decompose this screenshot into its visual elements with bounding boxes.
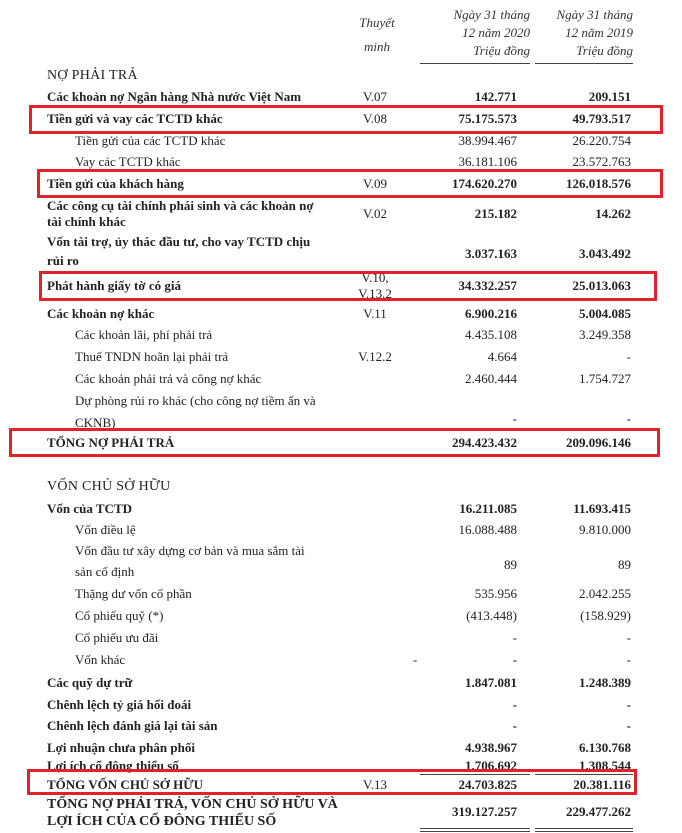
table-row xyxy=(0,87,682,107)
row-value-2019: 209.151 xyxy=(588,89,631,104)
row-note: V.12.2 xyxy=(358,349,392,364)
row-label: Lợi nhuận chưa phân phối xyxy=(47,740,195,755)
row-value-2019: 9.810.000 xyxy=(579,522,631,537)
row-value-2020: 6.900.216 xyxy=(465,306,517,321)
col-2019-date-line-2: 12 năm 2019 xyxy=(565,25,633,40)
row-value-2020: (413.448) xyxy=(466,608,517,623)
row-value-2019: 23.572.763 xyxy=(572,154,631,169)
row-value-2019: - xyxy=(626,697,631,712)
row-value-2020: 294.423.432 xyxy=(452,435,517,450)
row-value-2020: - xyxy=(512,630,517,645)
row-value-2019: - xyxy=(626,349,631,364)
row-value-2019: 11.693.415 xyxy=(573,501,631,516)
highlight-box-total-liabilities xyxy=(9,428,660,457)
row-value-2020: 89 xyxy=(504,557,517,572)
row-value-2019: (158.929) xyxy=(580,608,631,623)
row-value-2019: 1.248.389 xyxy=(579,675,631,690)
row-note: V.08 xyxy=(363,111,387,126)
row-label-line-2: tài chính khác xyxy=(47,214,126,229)
row-note: - xyxy=(412,652,418,667)
row-value-2019: 3.043.492 xyxy=(579,246,631,261)
row-value-2020: 4.938.967 xyxy=(465,740,517,755)
row-value-2020: - xyxy=(512,652,517,667)
row-label: Các khoản nợ Ngân hàng Nhà nước Việt Nam xyxy=(47,89,302,104)
row-value-2019: 25.013.063 xyxy=(572,278,631,293)
row-value-2019: 6.130.768 xyxy=(579,740,631,755)
row-value-2019: 229.477.262 xyxy=(566,804,631,819)
row-label: Vốn điều lệ xyxy=(75,522,136,537)
row-label: Cổ phiếu ưu đãi xyxy=(75,630,159,645)
grand-total-double-line-2019 xyxy=(535,828,633,829)
note-column-header xyxy=(352,14,402,56)
row-value-2019: 1.754.727 xyxy=(579,371,631,386)
row-value-2020: 16.211.085 xyxy=(459,501,517,516)
section-title-liabilities: NỢ PHẢI TRẢ xyxy=(47,68,138,83)
row-value-2020: 75.175.573 xyxy=(458,111,517,126)
row-value-2020: 215.182 xyxy=(474,206,517,221)
row-label: Vay các TCTD khác xyxy=(75,154,181,169)
table-row xyxy=(0,499,682,519)
grand-total-double-line-2020 xyxy=(420,828,530,829)
row-label: Các khoản phải trả và công nợ khác xyxy=(75,371,262,386)
col-2019-unit: Triệu đồng xyxy=(576,43,633,58)
table-row-continuation xyxy=(0,812,682,832)
row-label-line-2: sản cố định xyxy=(75,564,135,579)
note-header-line-2: minh xyxy=(364,39,390,54)
row-value-2020: - xyxy=(512,411,517,426)
table-row-continuation xyxy=(0,562,682,582)
table-row xyxy=(0,628,682,648)
row-label: Vốn đầu tư xây dựng cơ bản và mua sắm tài xyxy=(75,543,305,558)
row-label: Các khoản nợ khác xyxy=(47,306,155,321)
row-value-2020: 174.620.270 xyxy=(452,176,517,191)
section-title-equity: VỐN CHỦ SỞ HỮU xyxy=(47,479,171,494)
row-value-2019: 1.308.544 xyxy=(579,758,631,773)
header-underline-2019 xyxy=(535,63,633,64)
row-label: Chênh lệch đánh giá lại tài sản xyxy=(47,718,218,733)
row-value-2020: 319.127.257 xyxy=(452,804,517,819)
row-label-line-2: rủi ro xyxy=(47,253,79,268)
table-row xyxy=(0,347,682,367)
row-value-2020: 3.037.163 xyxy=(465,246,517,261)
row-value-2020: 2.460.444 xyxy=(465,371,517,386)
row-label: Vốn tài trợ, ủy thác đầu tư, cho vay TCTD chịu xyxy=(47,234,311,249)
header-underline-2020 xyxy=(420,63,530,64)
col-2019-date-line-1: Ngày 31 tháng xyxy=(556,7,633,22)
row-label: Chênh lệch tỷ giá hối đoái xyxy=(47,697,192,712)
row-label: Dự phòng rủi ro khác (cho công nợ tiềm ẩn và xyxy=(75,393,316,408)
row-label-line-2: LỢI ÍCH CỦA CỔ ĐÔNG THIỂU SỐ xyxy=(47,814,277,829)
row-value-2020: - xyxy=(512,718,517,733)
row-value-2019: - xyxy=(626,411,631,426)
row-value-2019: 26.220.754 xyxy=(572,133,631,148)
row-note: V.02 xyxy=(363,206,387,221)
row-label: Vốn của TCTD xyxy=(47,501,133,516)
table-row xyxy=(0,738,682,758)
row-label: Các khoản lãi, phí phải trả xyxy=(75,327,213,342)
row-label: Cổ phiếu quỹ (*) xyxy=(75,608,164,623)
row-value-2019: 89 xyxy=(618,557,631,572)
col-2020-date-line-2: 12 năm 2020 xyxy=(462,25,530,40)
table-row xyxy=(0,520,682,540)
table-row xyxy=(0,325,682,345)
row-value-2019: 126.018.576 xyxy=(566,176,631,191)
row-value-2019: 5.004.085 xyxy=(579,306,631,321)
row-label: Tiền gửi của khách hàng xyxy=(47,176,184,191)
table-row xyxy=(0,584,682,604)
row-label: TỔNG NỢ PHẢI TRẢ, VỐN CHỦ SỞ HỮU VÀ xyxy=(47,797,338,812)
row-note: V.10, xyxy=(361,270,389,285)
table-row xyxy=(0,304,682,324)
row-label: TỔNG NỢ PHẢI TRẢ xyxy=(47,435,175,450)
row-note: V.11 xyxy=(363,306,387,321)
row-value-2020: 16.088.488 xyxy=(458,522,517,537)
table-row-continuation xyxy=(0,212,682,232)
row-value-2020: 36.181.106 xyxy=(458,154,517,169)
row-label: Các công cụ tài chính phái sinh và các khoản nợ xyxy=(47,198,314,213)
row-value-2019: - xyxy=(626,630,631,645)
row-value-2019: 3.249.358 xyxy=(579,327,631,342)
row-label: Lợi ích cổ đông thiểu số xyxy=(47,758,179,773)
row-value-2019: - xyxy=(626,652,631,667)
table-row xyxy=(0,650,682,670)
row-value-2020: 24.703.825 xyxy=(458,777,517,792)
table-row xyxy=(0,716,682,736)
row-label: Vốn khác xyxy=(75,652,126,667)
table-row-continuation xyxy=(0,251,682,271)
row-value-2019: 49.793.517 xyxy=(572,111,631,126)
row-note: V.09 xyxy=(363,176,387,191)
row-label: Thặng dư vốn cổ phần xyxy=(75,586,192,601)
highlight-box-customer-deposits xyxy=(37,169,663,198)
grand-total-double-line-2020b xyxy=(420,831,530,832)
row-value-2019: 14.262 xyxy=(595,206,631,221)
row-value-2020: 1.706.692 xyxy=(465,758,517,773)
table-row xyxy=(0,695,682,715)
row-value-2020: 4.664 xyxy=(487,349,517,364)
highlight-box-valuable-papers xyxy=(39,271,657,301)
row-value-2019: - xyxy=(626,718,631,733)
row-value-2020: 4.435.108 xyxy=(465,327,517,342)
row-value-2019: 209.096.146 xyxy=(566,435,631,450)
column-2019-header xyxy=(535,6,633,60)
row-value-2019: 20.381.116 xyxy=(573,777,631,792)
row-value-2019: 2.042.255 xyxy=(579,586,631,601)
row-label: Các quỹ dự trữ xyxy=(47,675,133,690)
row-label: Tiền gửi của các TCTD khác xyxy=(75,133,226,148)
table-row xyxy=(0,673,682,693)
col-2020-date-line-1: Ngày 31 tháng xyxy=(453,7,530,22)
row-note: V.07 xyxy=(363,89,387,104)
row-value-2020: 535.956 xyxy=(474,586,517,601)
table-row xyxy=(0,369,682,389)
row-value-2020: 1.847.081 xyxy=(465,675,517,690)
table-row xyxy=(0,131,682,151)
row-label: Phát hành giấy tờ có giá xyxy=(47,278,181,293)
column-2020-header xyxy=(420,6,530,60)
row-label: Tiền gửi và vay các TCTD khác xyxy=(47,111,223,126)
table-row xyxy=(0,606,682,626)
note-header-line-1: Thuyết xyxy=(359,15,395,30)
row-value-2020: 38.994.467 xyxy=(458,133,517,148)
row-label-line-2: CKNB) xyxy=(75,415,116,430)
col-2020-unit: Triệu đồng xyxy=(473,43,530,58)
highlight-box-total-equity xyxy=(27,769,637,795)
highlight-box-interbank-deposits xyxy=(29,105,663,134)
row-value-2020: 142.771 xyxy=(474,89,517,104)
row-value-2020: - xyxy=(512,697,517,712)
row-note-line-2: V.13.2 xyxy=(358,286,392,301)
row-label: Thuế TNDN hoãn lại phải trả xyxy=(75,349,229,364)
row-value-2020: 34.332.257 xyxy=(458,278,517,293)
row-note: V.13 xyxy=(363,777,387,792)
grand-total-double-line-2019b xyxy=(535,831,633,832)
row-label: TỔNG VỐN CHỦ SỞ HỮU xyxy=(47,777,204,792)
